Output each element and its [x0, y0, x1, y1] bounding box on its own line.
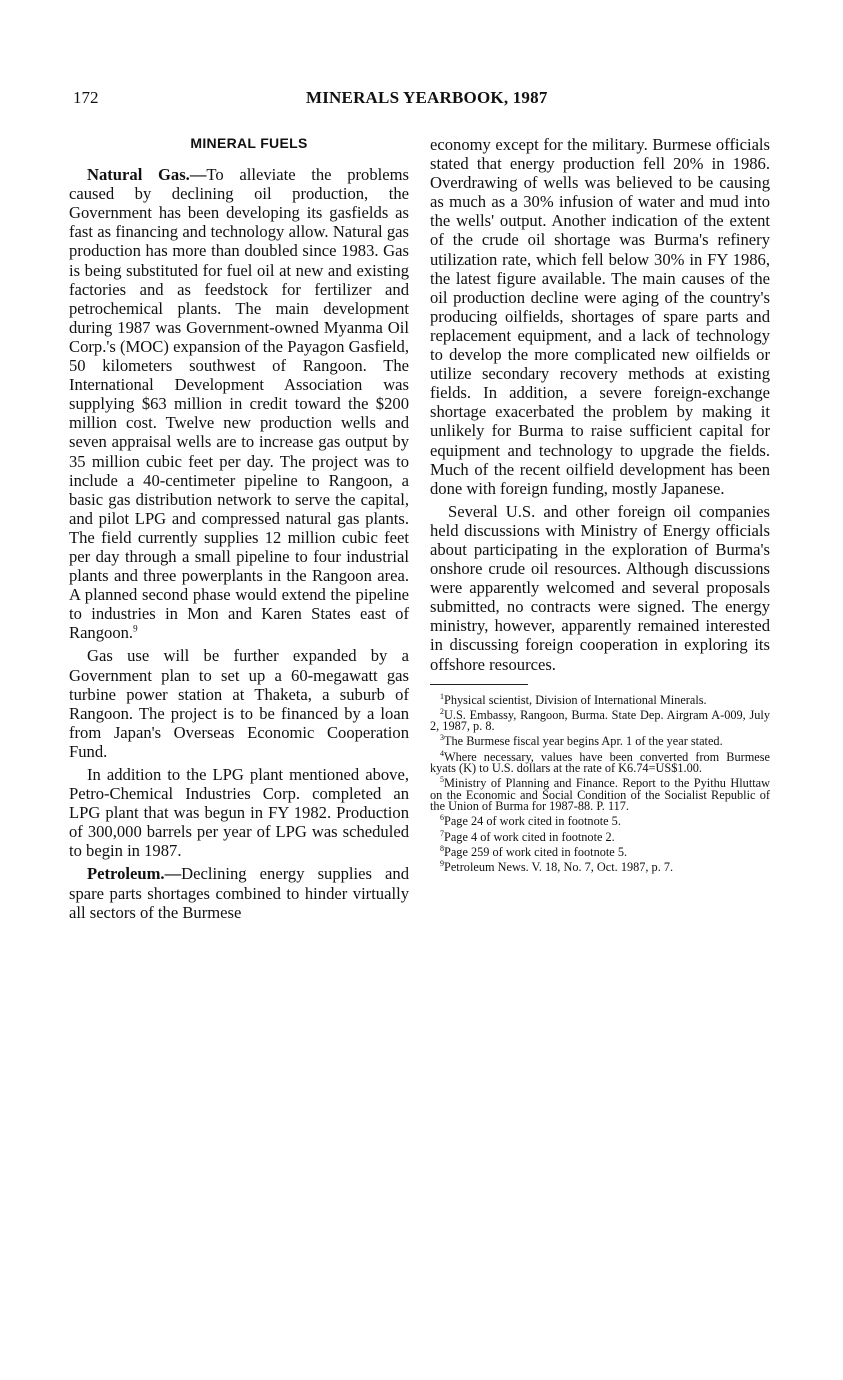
- section-heading: MINERAL FUELS: [190, 135, 308, 151]
- footnote-number: 7: [440, 828, 444, 838]
- footnote-text: The Burmese fiscal year begins Apr. 1 of the year stated.: [444, 734, 723, 749]
- footnote-number: 4: [440, 748, 444, 758]
- footnote-text: Page 259 of work cited in footnote 5.: [444, 844, 628, 859]
- footnote-text: Ministry of Planning and Finance. Report to the Pyithu Hluttaw on the Economic and Social Condition of the Socialist Republic of the Union of Burma for 1987-88. P. 117.: [430, 776, 770, 814]
- footnote-number: 3: [440, 733, 444, 743]
- footnote: [430, 748, 770, 776]
- footnote: [430, 858, 770, 874]
- natural-gas-paragraph-2: Gas use will be further expanded by a Government plan to set up a 60-megawatt gas turbine power station at Thaketa, a suburb of Rangoon. The project is to be financed by a loan from Japan's Overseas Economic Cooperation Fund.: [69, 646, 409, 761]
- right-column: [430, 135, 770, 877]
- natural-gas-paragraph-1: [69, 165, 409, 642]
- petroleum-paragraph-1-start-text: Declining energy supplies and spare parts shortages combined to hinder virtually all sectors of the Burmese: [69, 864, 409, 922]
- footnote-divider: [430, 684, 528, 685]
- footnote: [430, 691, 770, 707]
- footnote-ref-9: 9: [133, 623, 138, 634]
- footnote-text: Petroleum News. V. 18, No. 7, Oct. 1987, p. 7.: [444, 859, 674, 874]
- petroleum-heading: Petroleum.—: [87, 864, 182, 884]
- footnote: [430, 843, 770, 859]
- footnote-text: Physical scientist, Division of International Minerals.: [444, 692, 707, 707]
- footnote: [430, 733, 770, 749]
- footnote-text: Page 4 of work cited in footnote 2.: [444, 829, 615, 844]
- footnote: [430, 775, 770, 814]
- footnote-number: 5: [440, 775, 444, 785]
- petroleum-paragraph-1-start: [69, 864, 409, 921]
- footnote: [430, 828, 770, 844]
- page-number: 172: [73, 88, 99, 107]
- footnote-number: 1: [440, 691, 444, 701]
- footnote-text: U.S. Embassy, Rangoon, Burma. State Dep. Airgram A-009, July 2, 1987, p. 8.: [430, 707, 770, 734]
- footnote: [430, 706, 770, 734]
- petroleum-paragraph-1-continued: economy except for the military. Burmese officials stated that energy production fell 20% in 1986. Overdrawing of wells was believed to be causing as much as a 30% infusion of water and mud into the wells' output. Another indication of the extent of the crude oil shortage was Burma's refinery utilization rate, which fell below 30% in FY 1986, the latest figure available. The main causes of the oil production decline were aging of the country's producing oilfields, shortages of spare parts and replacement equipment, and a lack of technology to develop the more complicated new oilfields or utilize secondary recovery methods at existing fields. In addition, a severe foreign-exchange shortage exacerbated the problem by making it unlikely for Burma to raise sufficient capital for equipment and technology to upgrade the fields. Much of the recent oilfield development has been done with foreign funding, mostly Japanese.: [430, 135, 770, 498]
- footnote-number: 8: [440, 843, 444, 853]
- footnote-text: Page 24 of work cited in footnote 5.: [444, 814, 621, 829]
- running-title: MINERALS YEARBOOK, 1987: [306, 88, 548, 107]
- footnote-number: 9: [440, 858, 444, 868]
- footnote-text: Where necessary, values have been converted from Burmese kyats (K) to U.S. dollars at the rate of K6.74=US$1.00.: [430, 749, 770, 776]
- petroleum-paragraph-2: Several U.S. and other foreign oil companies held discussions with Ministry of Energy officials about participating in the exploration of Burma's onshore crude oil resources. Although discussions were apparently welcomed and several proposals submitted, no contracts were signed. The energy ministry, however, apparently remained interested in discussing foreign cooperation in exploring its offshore resources.: [430, 501, 770, 674]
- left-column: [69, 134, 409, 926]
- footnote-number: 2: [440, 706, 444, 716]
- natural-gas-paragraph-1-text: To alleviate the problems caused by declining oil production, the Government has been developing its gasfields as fast as financing and technology allow. Natural gas production has more than doubled since 1983. Gas is being substituted for fuel oil at new and existing factories and as feedstock for fertilizer and petrochemical plants. The main development during 1987 was Government-owned Myanma Oil Corp.'s (MOC) expansion of the Payagon Gasfield, 50 kilometers southwest of Rangoon. The International Development Association was supplying $63 million in credit toward the $200 million cost. Twelve new production wells and seven appraisal wells are to increase gas output by 35 million cubic feet per day. The project was to include a 40-centimeter pipeline to Rangoon, a basic gas distribution network to serve the capital, and pilot LPG and compressed natural gas plants. The field currently supplies 12 million cubic feet per day through a small pipeline to four industrial plants and three powerplants in the Rangoon area. A planned second phase would extend the pipeline to industries in Mon and Karen States east of Rangoon.: [69, 165, 409, 643]
- natural-gas-paragraph-3: In addition to the LPG plant mentioned above, Petro-Chemical Industries Corp. completed an LPG plant that was begun in FY 1982. Production of 300,000 barrels per year of LPG was scheduled to begin in 1987.: [69, 765, 409, 861]
- footnotes: [430, 691, 770, 874]
- natural-gas-heading: Natural Gas.—: [87, 165, 207, 185]
- footnote: [430, 813, 770, 829]
- footnote-number: 6: [440, 813, 444, 823]
